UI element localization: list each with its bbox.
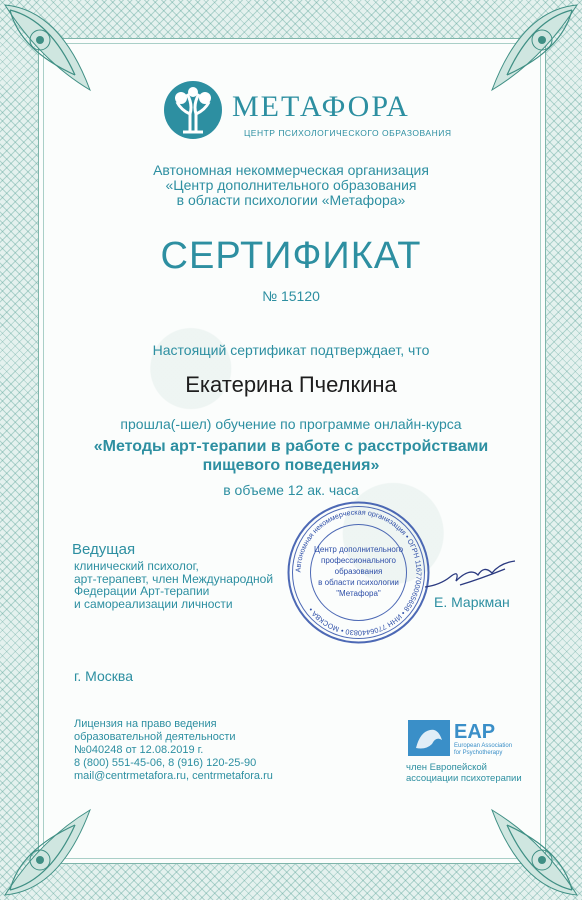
city: г. Москва (74, 668, 133, 684)
lead-line-1: клинический психолог, (74, 559, 199, 573)
certificate-number: № 15120 (262, 288, 320, 304)
eap-logo (408, 718, 518, 758)
stamp-center-line-1: Центр дополнительного (313, 545, 404, 554)
recipient-name: Екатерина Пчелкина (185, 372, 397, 397)
passed-text: прошла(-шел) обучение по программе онлайн-курса (120, 416, 462, 432)
contact-email: mail@centrmetafora.ru, centrmetafora.ru (74, 770, 273, 782)
eap-member-line-1: член Европейской (406, 762, 487, 773)
official-stamp (286, 500, 431, 645)
eap-full-line-2: for Psychotherapy (454, 750, 503, 756)
corner-ornament-icon (0, 0, 95, 95)
course-title (60, 437, 522, 475)
stamp-center-line-4: в области психологии (318, 578, 399, 587)
license-info (74, 718, 324, 783)
license-line-3: №040248 от 12.08.2019 г. (74, 744, 204, 756)
org-line-1: Автономная некоммерческая организация (153, 162, 429, 178)
phone-numbers: 8 (800) 551-45-06, 8 (916) 120-25-90 (74, 757, 257, 769)
certificate-title: СЕРТИФИКАТ (160, 235, 422, 277)
stamp-ring-text: Автономная некоммерческая организация • ОГРН 1167700065658 • ИНН 7706440830 • МОСКВА • (293, 507, 424, 638)
lead-line-4: и самореализации личности (74, 596, 233, 611)
eap-abbr: EAP (454, 721, 496, 743)
signer-name: Е. Маркман (434, 594, 510, 610)
stamp-center-line-2: профессионального (321, 556, 396, 565)
org-line-3: в области психологии «Метафора» (176, 192, 406, 208)
brand-subtitle: ЦЕНТР ПСИХОЛОГИЧЕСКОГО ОБРАЗОВАНИЯ (244, 128, 452, 138)
tree-logo-icon (163, 80, 223, 140)
org-line-2: «Центр дополнительного образования (165, 177, 417, 193)
corner-ornament-icon (487, 0, 582, 95)
corner-ornament-icon (487, 805, 582, 900)
stamp-center-line-3: образования (334, 567, 383, 576)
course-volume: в объеме 12 ак. часа (223, 482, 359, 498)
corner-ornament-icon (0, 805, 95, 900)
lead-line-3: Федерации Арт-терапии (74, 584, 210, 598)
license-line-1: Лицензия на право ведения (74, 718, 217, 730)
lead-line-2: арт-терапевт, член Международной (74, 571, 274, 586)
signature-icon (420, 555, 520, 595)
brand-name: МЕТАФОРА (232, 90, 410, 123)
course-title-line-2: пищевого поведения» (202, 457, 380, 474)
license-line-2: образовательной деятельности (74, 731, 236, 743)
eap-member-line-2: ассоциации психотерапии (406, 773, 522, 784)
confirm-text: Настоящий сертификат подтверждает, что (152, 342, 430, 358)
stamp-center-line-5: "Метафора" (336, 589, 381, 598)
course-title-line-1: «Методы арт-терапии в работе с расстройствами (93, 438, 489, 455)
eap-full-line-1: European Association (454, 743, 513, 749)
eap-membership (406, 762, 526, 784)
lead-title: Ведущая (72, 541, 136, 558)
